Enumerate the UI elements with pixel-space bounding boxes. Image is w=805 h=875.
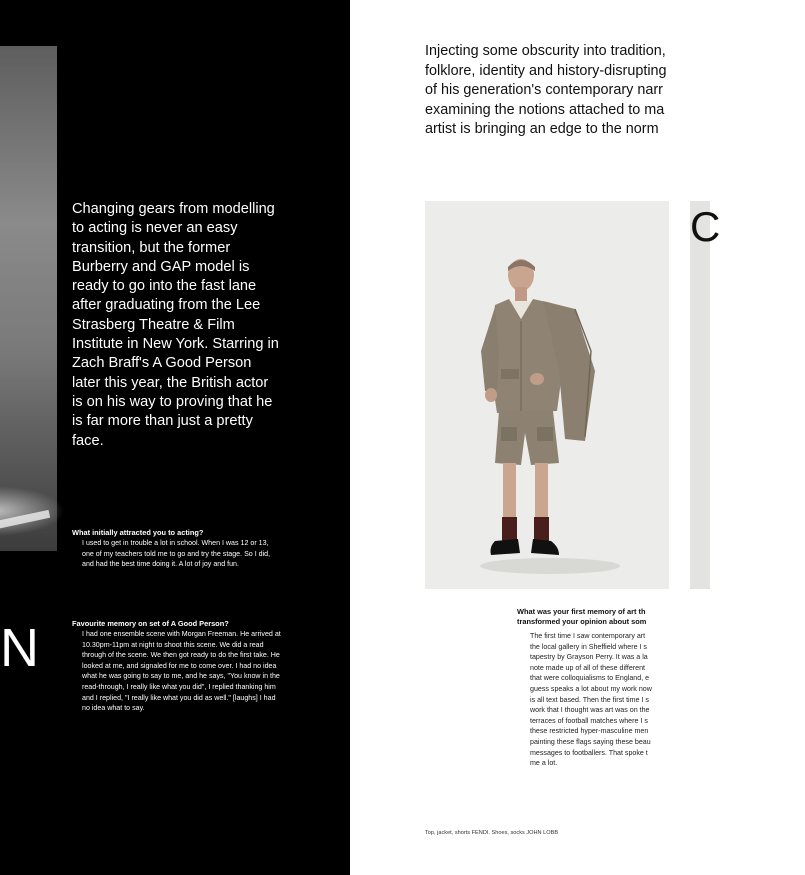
- fashion-photo: [425, 201, 669, 589]
- second-photo-edge: [690, 201, 710, 589]
- answer-line-8: work that I thought was art was on the: [530, 706, 650, 715]
- right-answer: [530, 631, 730, 769]
- answer-line-4: note made up of all of these different: [530, 663, 646, 672]
- answer-line-2: the local gallery in Sheffield where I s: [530, 642, 647, 651]
- question-1: What initially attracted you to acting?: [72, 528, 204, 537]
- question-2: Favourite memory on set of A Good Person?: [72, 619, 229, 628]
- qa-block-2: [72, 619, 282, 714]
- answer-1: I used to get in trouble a lot in school. When I was 12 or 13, one of my teachers told me to go and try the stage. So I did, and had the best time doing it. A lot of joy and fun.: [82, 539, 271, 569]
- answer-line-10: these restricted hyper-masculine men: [530, 727, 649, 736]
- pull-line-1: Injecting some obscurity into tradition,: [425, 43, 666, 59]
- headline-letter: N: [0, 618, 40, 678]
- intro-paragraph: Changing gears from modelling to acting is never an easy transition, but the former Burberry and GAP model is ready to go into the fast lane after graduating from the Lee Strasberg Theatre & Film Institute in New York. Starring in Zach Braff's A Good Person later this year, the British actor is on his way to proving that he is far more than just a pretty face.: [72, 201, 279, 449]
- qa-block-1: [72, 528, 282, 570]
- right-question-line-2: transformed your opinion about som: [517, 617, 647, 626]
- left-portrait-photo: [0, 46, 57, 551]
- answer-line-5: that were colloquialisms to England, e: [530, 674, 650, 683]
- right-question-line-1: What was your first memory of art th: [517, 607, 646, 616]
- answer-line-11: painting these flags saying these beau: [530, 737, 651, 746]
- photo-credit: Top, jacket, shorts FENDI. Shoes, socks JOHN LOBB: [425, 830, 559, 836]
- left-page: [0, 0, 350, 875]
- answer-line-6: guess speaks a lot about my work now: [530, 684, 652, 693]
- answer-2: I had one ensemble scene with Morgan Freeman. He arrived at 10.30pm-11pm at night to shoot this scene. We did a read through of the scene. We then got ready to do the first take. He looked at me, and signaled for me to come over. I had no idea what he was going to say to me, and he says, "You know in the read-through, I really like what you did", I replied thanking him and I replied, "I really like what you did as well." [laughs] I had no idea what to say.: [82, 630, 281, 713]
- light-glare: [0, 486, 65, 536]
- answer-line-12: messages to footballers. That spoke t: [530, 748, 648, 757]
- right-page: [350, 0, 721, 875]
- pull-line-3: of his generation's contemporary narr: [425, 82, 663, 98]
- answer-line-9: terraces of football matches where I s: [530, 716, 648, 725]
- answer-line-3: tapestry by Grayson Perry. It was a la: [530, 653, 648, 662]
- pull-line-4: examining the notions attached to ma: [425, 101, 665, 118]
- right-question: [517, 607, 717, 627]
- answer-line-1: The first time I saw contemporary art: [530, 632, 646, 640]
- answer-line-13: me a lot.: [530, 759, 558, 768]
- headline-letter-fragment: C: [690, 203, 721, 250]
- pull-quote: [425, 42, 805, 140]
- pull-line-2: folklore, identity and history-disrupting: [425, 62, 667, 79]
- pull-line-5: artist is bringing an edge to the norm: [425, 121, 659, 137]
- answer-line-7: is all text based. Then the first time I s: [530, 695, 649, 704]
- model-figure-illustration: [425, 201, 669, 589]
